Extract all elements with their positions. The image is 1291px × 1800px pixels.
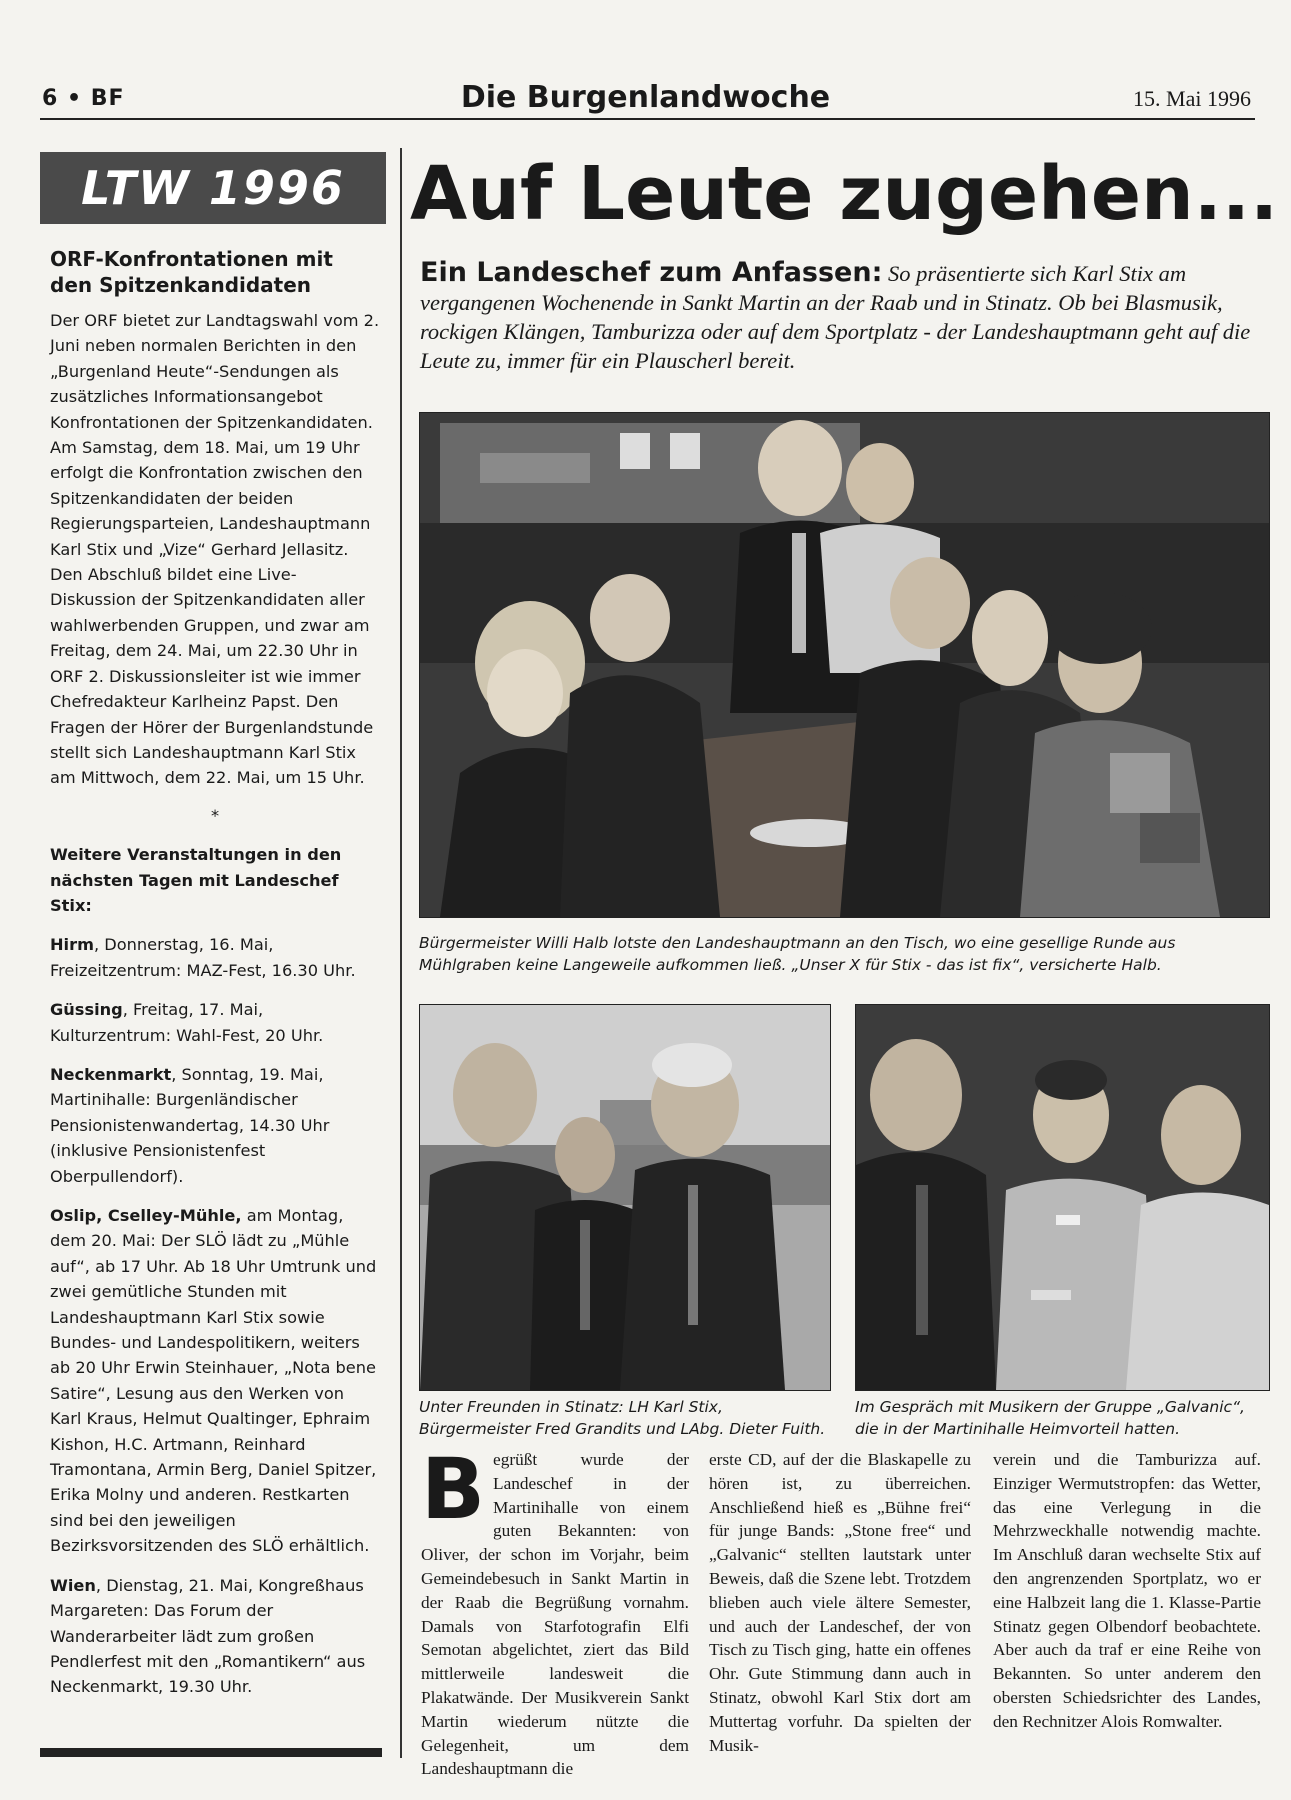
- galvanic-photo-illustration: [856, 1005, 1269, 1390]
- event-item: [50, 1573, 380, 1700]
- event-place: Neckenmarkt: [50, 1064, 172, 1084]
- sidebar-title: ORF-Konfrontationen mit den Spitzenkandidaten: [50, 247, 333, 297]
- article-column-3: [993, 1448, 1261, 1734]
- event-place: Hirm: [50, 935, 94, 955]
- subhead-lead: Ein Landeschef zum Anfassen:: [420, 257, 883, 288]
- galvanic-photo-caption: Im Gespräch mit Musikern der Gruppe „Galvanic“, die in der Martinihalle Heimvorteil hatten.: [855, 1398, 1245, 1438]
- headline: Auf Leute zugehen...: [410, 151, 1279, 237]
- sidebar-column: [50, 246, 380, 1700]
- event-item: [50, 997, 380, 1048]
- event-place: Wien: [50, 1575, 96, 1595]
- event-text: , Dienstag, 21. Mai, Kongreßhaus Margareten: Das Forum der Wanderarbeiter lädt zum großen Pendlerfest mit den „Romantikern“ aus Neckenmarkt, 19.30 Uhr.: [50, 1575, 366, 1697]
- header-rule: [40, 118, 1255, 120]
- stinatz-photo-caption: Unter Freunden in Stinatz: LH Karl Stix, Bürgermeister Fred Grandits und LAbg. Dieter Fuith.: [419, 1398, 826, 1438]
- event-text: , Freitag, 17. Mai, Kulturzentrum: Wahl-Fest, 20 Uhr.: [50, 1000, 324, 1045]
- subhead-text: So präsentierte sich Karl Stix am vergangenen Wochenende in Sankt Martin an der Raab und in Stinatz. Ob bei Blasmusik, rockigen Klängen, Tamburizza oder auf dem Sportplatz - der Landeshauptmann geht auf die Leute zu, immer für ein Plauscherl bereit.: [420, 261, 1251, 373]
- article-text-2: erste CD, auf der die Blaskapelle zu hören ist, zu überreichen. Anschließend hieß es „Bühne frei“ für junge Bands: „Stone free“ und „Galvanic“ stellten lautstark unter Beweis, daß die Szene lebt. Trotzdem blieben auch viele ältere Semester, und auch der Landeschef, der von Tisch zu Tisch ging, hatte ein offenes Ohr. Gute Stimmung dann auch in Stinatz, obwohl Karl Stix dort am Muttertag vorfuhr. Da spielten der Musik-: [709, 1450, 971, 1755]
- events-intro: Weitere Veranstaltungen in den nächsten Tagen mit Landeschef Stix:: [50, 845, 342, 915]
- main-photo-caption: Bürgermeister Willi Halb lotste den Landeshauptmann an den Tisch, wo eine gesellige Runde aus Mühlgraben keine Langeweile aufkommen ließ. „Unser X für Stix - das ist fix“, versicherte Halb.: [419, 934, 1176, 974]
- page-number: 6 • BF: [42, 86, 125, 111]
- event-text: am Montag, dem 20. Mai: Der SLÖ lädt zu „Mühle auf“, ab 17 Uhr. Ab 18 Uhr Umtrunk und zwei gemütliche Stunden mit Landeshauptmann Karl Stix sowie Bundes- und Landespolitikern, weiters ab 20 Uhr Erwin Steinhauer, „Nota bene Satire“, Lesung aus den Werken von Karl Kraus, Helmut Qualtinger, Ephraim Kishon, H.C. Artmann, Reinhard Tramontana, Armin Berg, Daniel Spitzer, Erika Molny und anderen. Restkarten sind bei den jeweiligen Bezirksvorsitzenden des SLÖ erhältlich.: [50, 1206, 377, 1556]
- stinatz-photo: [419, 1004, 831, 1391]
- article-text-3: verein und die Tamburizza auf. Einziger Wermutstropfen: das Wetter, das eine Verlegung in die Mehrzweckhalle notwendig machte. Im Anschluß daran wechselte Stix auf den angrenzenden Sportplatz, wo er eine Halbzeit lang die 1. Klasse-Partie Stinatz gegen Olbendorf beobachtete. Aber auch da traf er eine Reihe von Bekannten. So unter anderem den obersten Schiedsrichter des Landes, den Rechnitzer Alois Romwalter.: [993, 1450, 1261, 1731]
- sidebar-intro: Der ORF bietet zur Landtagswahl vom 2. Juni neben normalen Berichten in den „Burgenland Heute“-Sendungen als zusätzliches Informationsangebot Konfrontationen der Spitzenkandidaten. Am Samstag, dem 18. Mai, um 19 Uhr erfolgt die Konfrontation zwischen den Spitzenkandidaten der beiden Regierungsparteien, Landeshauptmann Karl Stix und „Vize“ Gerhard Jellasitz. Den Abschluß bildet eine Live-Diskussion der Spitzenkandidaten aller wahlwerbenden Gruppen, und zwar am Freitag, dem 24. Mai, um 22.30 Uhr in ORF 2. Diskussionsleiter ist wie immer Chefredakteur Karlheinz Papst. Den Fragen der Hörer der Burgenlandstunde stellt sich Landeshauptmann Karl Stix am Mittwoch, dem 22. Mai, um 15 Uhr.: [50, 311, 380, 788]
- galvanic-photo: [855, 1004, 1270, 1391]
- main-photo-illustration: [420, 413, 1269, 917]
- ltw-badge: [40, 152, 386, 224]
- column-rule: [400, 148, 402, 1758]
- sidebar-footer-bar: [40, 1748, 382, 1757]
- main-photo: [419, 412, 1270, 918]
- article-text-1: egrüßt wurde der Landeschef in der Martinihalle von einem guten Bekannten: von Oliver, der schon im Vorjahr, beim Gemeindebesuch in Sankt Martin in der Raab die Begrüßung vornahm. Damals von Starfotografin Elfi Semotan abgelichtet, ziert das Bild mittlerweile landesweit die Plakatwände. Der Musikverein Sankt Martin wiederum nützte die Gelegenheit, um dem Landeshauptmann die: [421, 1450, 689, 1779]
- event-text: , Sonntag, 19. Mai, Martinihalle: Burgenländischer Pensionistenwandertag, 14.30 Uhr (inklusive Pensionistenfest Oberpullendorf).: [50, 1064, 330, 1186]
- event-text: , Donnerstag, 16. Mai, Freizeitzentrum: MAZ-Fest, 16.30 Uhr.: [50, 935, 356, 980]
- article-column-1: [421, 1440, 689, 1781]
- event-item: [50, 932, 380, 983]
- dropcap: B: [421, 1440, 486, 1538]
- event-place: Güssing: [50, 1000, 123, 1020]
- event-item: [50, 1203, 380, 1559]
- event-item: [50, 1062, 380, 1189]
- issue-date: 15. Mai 1996: [1133, 86, 1251, 111]
- masthead: Die Burgenlandwoche: [460, 80, 831, 115]
- stinatz-photo-illustration: [420, 1005, 830, 1390]
- event-place: Oslip, Cselley-Mühle,: [50, 1206, 242, 1225]
- article-column-2: [709, 1448, 971, 1757]
- ltw-badge-label: LTW 1996: [81, 161, 345, 215]
- subheadline: [420, 258, 1260, 375]
- sidebar-separator: *: [210, 805, 220, 825]
